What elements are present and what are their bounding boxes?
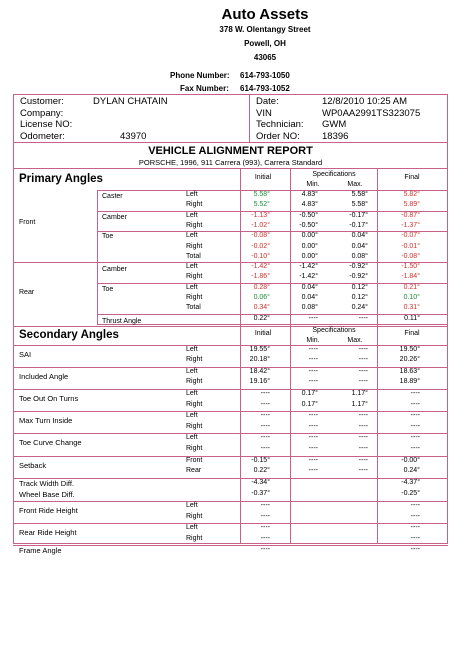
spec-max-value: 5.58°: [351, 201, 368, 209]
final-value: 19.50°: [399, 346, 420, 353]
row-side-label: Left: [186, 263, 198, 271]
row-side-label: Left: [186, 390, 198, 398]
col-final: Final: [404, 330, 420, 337]
final-value: ----: [410, 444, 420, 452]
final-value: 20.26°: [399, 356, 420, 364]
final-value: ----: [410, 400, 420, 408]
spec-min-value: 0.00°: [301, 232, 318, 240]
group-label: Toe Out On Turns: [19, 394, 79, 404]
spec-max-value: ----: [358, 444, 368, 452]
row-side-label: Left: [186, 283, 198, 291]
initial-value: -1.42°: [251, 263, 270, 271]
spec-max-value: 1.17°: [351, 390, 368, 398]
initial-value: 20.18°: [249, 356, 270, 364]
spec-max-value: ----: [358, 378, 368, 386]
initial-value: -0.15°: [251, 456, 270, 464]
group-label: Rear Ride Height: [19, 528, 77, 538]
final-value: ----: [410, 512, 420, 520]
shop-name: Auto Assets: [221, 6, 309, 23]
initial-value: -0.10°: [251, 252, 270, 260]
date-label: Date:: [256, 96, 279, 107]
spec-min-value: ----: [308, 444, 318, 452]
row-side-label: Right: [186, 356, 203, 364]
toe-label: Toe: [102, 233, 114, 240]
date-value: 12/8/2010 10:25 AM: [322, 96, 408, 107]
spec-min-value: -0.50°: [299, 221, 318, 229]
vin-label: VIN: [256, 108, 272, 119]
col-initial: Initial: [254, 330, 272, 337]
initial-value: -1.86°: [251, 273, 270, 281]
row-side-label: Total: [186, 252, 201, 260]
group-label: SAI: [19, 350, 32, 359]
row-divider: [13, 262, 97, 263]
final-value: 0.24°: [403, 466, 420, 474]
spec-min-value: 0.00°: [301, 252, 318, 260]
spec-min-value: 0.04°: [301, 283, 318, 291]
row-side-label: Rear: [186, 466, 202, 474]
spec-min-value: 4.83°: [301, 201, 318, 209]
spec-min-value: -1.42°: [299, 263, 318, 271]
column-divider: [377, 326, 378, 544]
spec-max-value: ----: [358, 356, 368, 364]
spec-max-value: ----: [358, 412, 368, 420]
shop-city: Powell, OH: [244, 39, 286, 48]
row-side-label: Right: [186, 400, 203, 408]
row-side-label: Left: [186, 232, 198, 240]
spec-max-value: -0.92°: [349, 273, 368, 281]
row-side-label: Left: [186, 346, 198, 353]
col-specifications: Specifications: [312, 327, 356, 334]
odometer-label: Odometer:: [20, 131, 65, 142]
final-value: 0.10°: [403, 294, 420, 301]
spec-max-value: ----: [358, 466, 368, 474]
final-value: ----: [410, 390, 420, 398]
spec-max-value: 0.12°: [351, 283, 368, 291]
spec-max-value: 0.24°: [351, 304, 368, 312]
final-value: 18.89°: [399, 378, 420, 386]
group-label: Included Angle: [19, 372, 69, 382]
final-value: -0.01°: [401, 242, 420, 250]
initial-value: -1.02°: [251, 221, 270, 229]
group-label: Front Ride Height: [19, 506, 78, 516]
spec-max-value: ----: [358, 368, 368, 376]
final-value: -0.08°: [401, 252, 420, 260]
row-divider: [97, 324, 448, 325]
initial-value: 5.58°: [253, 191, 270, 198]
spec-min-value: 4.83°: [301, 191, 318, 198]
primary-angles-title: Primary Angles: [19, 173, 103, 185]
spec-min-value: ----: [308, 356, 318, 364]
spec-max-value: 1.17°: [351, 400, 368, 408]
spec-min-value: 0.08°: [301, 304, 318, 312]
final-value: 0.31°: [403, 304, 420, 312]
final-value: -1.37°: [401, 221, 420, 229]
initial-value: 0.06°: [253, 294, 270, 301]
technician-label: Technician:: [256, 119, 304, 130]
spec-min-value: ----: [308, 434, 318, 442]
initial-value: 18.42°: [249, 368, 270, 376]
divider: [13, 326, 448, 327]
row-side-label: Right: [186, 201, 203, 209]
final-value: -0.87°: [401, 211, 420, 219]
initial-value: ----: [260, 390, 270, 398]
initial-value: -0.02°: [251, 242, 270, 250]
final-value: ----: [410, 412, 420, 420]
row-side-label: Front: [186, 456, 203, 464]
initial-value: ----: [260, 434, 270, 442]
company-label: Company:: [20, 108, 64, 119]
spec-min-value: 0.17°: [301, 390, 318, 398]
shop-street: 378 W. Olentangy Street: [219, 25, 311, 34]
col-min: Min.: [306, 181, 320, 188]
row-side-label: Right: [186, 512, 203, 520]
license-label: License NO:: [20, 119, 73, 130]
final-value: ----: [410, 546, 420, 554]
col-specifications: Specifications: [312, 171, 356, 178]
spec-max-value: -0.17°: [349, 211, 368, 219]
spec-min-value: -0.50°: [299, 211, 318, 219]
spec-max-value: 5.58°: [351, 191, 368, 198]
spec-max-value: ----: [358, 314, 368, 322]
final-value: -1.84°: [401, 273, 420, 281]
initial-value: ----: [260, 512, 270, 520]
initial-value: ----: [260, 422, 270, 430]
group-label: Max Turn Inside: [19, 416, 73, 426]
row-side-label: Right: [186, 242, 203, 250]
row-side-label: Right: [186, 273, 203, 281]
final-value: ----: [410, 502, 420, 510]
final-value: ----: [410, 534, 420, 542]
group-label: Setback: [19, 460, 47, 470]
spec-max-value: 0.04°: [351, 232, 368, 240]
initial-value: ----: [260, 412, 270, 420]
row-side-label: Right: [186, 422, 203, 430]
spec-max-value: 0.08°: [351, 252, 368, 260]
spec-min-value: ----: [308, 368, 318, 376]
row-side-label: Right: [186, 294, 203, 301]
odometer-value: 43970: [120, 131, 147, 142]
final-value: -1.50°: [401, 263, 420, 271]
spec-min-value: ----: [308, 346, 318, 353]
camber-label: Camber: [102, 266, 127, 273]
column-divider: [377, 168, 378, 326]
final-value: 5.82°: [403, 191, 420, 198]
fax-label: Fax Number:: [180, 84, 229, 93]
divider: [13, 168, 448, 169]
row-side-label: Right: [186, 378, 203, 386]
initial-value: ----: [260, 534, 270, 542]
phone-value: 614-793-1050: [240, 71, 290, 80]
final-value: ----: [410, 434, 420, 442]
initial-value: 0.22°: [253, 314, 270, 322]
group-label: Frame Angle: [19, 546, 62, 556]
initial-value: 0.22°: [253, 466, 270, 474]
spec-min-value: 0.17°: [301, 400, 318, 408]
col-min: Min.: [306, 337, 320, 344]
toe-label: Toe: [102, 286, 114, 293]
technician-value: GWM: [322, 119, 347, 130]
col-max: Max.: [347, 181, 363, 188]
final-value: 18.63°: [399, 368, 420, 376]
final-value: 0.11°: [404, 314, 420, 322]
final-value: -0.25°: [401, 490, 420, 498]
row-side-label: Left: [186, 211, 198, 219]
row-side-label: Left: [186, 502, 198, 510]
initial-value: -1.13°: [251, 211, 270, 219]
col-initial: Initial: [254, 174, 272, 181]
report-title: VEHICLE ALIGNMENT REPORT: [148, 145, 313, 157]
spec-min-value: ----: [308, 466, 318, 474]
spec-min-value: ----: [308, 412, 318, 420]
phone-label: Phone Number:: [170, 71, 230, 80]
rear-label: Rear: [19, 289, 35, 296]
initial-value: 0.34°: [253, 304, 270, 312]
initial-value: 0.28°: [253, 283, 270, 291]
initial-value: 5.52°: [253, 201, 270, 209]
spec-max-value: ----: [358, 456, 368, 464]
spec-min-value: ----: [308, 456, 318, 464]
fax-value: 614-793-1052: [240, 84, 290, 93]
spec-min-value: 0.04°: [301, 294, 318, 301]
vehicle-description: PORSCHE, 1996, 911 Carrera (993), Carrera Standard: [138, 158, 323, 167]
shop-zip: 43065: [253, 53, 277, 62]
final-value: 5.89°: [403, 201, 420, 209]
row-side-label: Left: [186, 524, 198, 532]
final-value: ----: [410, 524, 420, 532]
group-label: Track Width Diff.: [19, 478, 75, 488]
group-label: Toe Curve Change: [19, 438, 82, 448]
info-divider: [249, 94, 250, 142]
initial-value: -4.34°: [251, 478, 270, 486]
customer-value: DYLAN CHATAIN: [93, 96, 168, 107]
initial-value: ----: [260, 546, 270, 554]
initial-value: ----: [260, 444, 270, 452]
thrust-angle-label: Thrust Angle: [102, 318, 142, 325]
spec-max-value: 0.04°: [351, 242, 368, 250]
spec-min-value: 0.00°: [301, 242, 318, 250]
spec-min-value: ----: [308, 422, 318, 430]
spec-max-value: ----: [358, 346, 368, 353]
row-side-label: Right: [186, 444, 203, 452]
spec-min-value: -1.42°: [299, 273, 318, 281]
row-side-label: Right: [186, 534, 203, 542]
initial-value: -0.08°: [251, 232, 270, 240]
front-label: Front: [19, 219, 36, 226]
col-final: Final: [404, 174, 420, 181]
row-side-label: Right: [186, 221, 203, 229]
spec-min-value: ----: [308, 314, 318, 322]
initial-value: 19.16°: [249, 378, 270, 386]
order-label: Order NO:: [256, 131, 300, 142]
initial-value: -0.37°: [251, 490, 270, 498]
row-side-label: Left: [186, 434, 198, 442]
vin-value: WP0AA2991TS323075: [322, 108, 421, 119]
secondary-angles-title: Secondary Angles: [19, 329, 119, 341]
col-max: Max.: [347, 337, 363, 344]
row-side-label: Left: [186, 412, 198, 420]
group-label: Wheel Base Diff.: [19, 490, 75, 500]
order-value: 18396: [322, 131, 349, 142]
final-value: 0.21°: [403, 283, 420, 291]
initial-value: ----: [260, 400, 270, 408]
customer-label: Customer:: [20, 96, 64, 107]
final-value: -0.00°: [401, 456, 420, 464]
camber-label: Camber: [102, 214, 127, 221]
divider: [13, 142, 448, 143]
spec-max-value: ----: [358, 434, 368, 442]
caster-label: Caster: [102, 193, 123, 200]
final-value: ----: [410, 422, 420, 430]
spec-max-value: -0.17°: [349, 221, 368, 229]
spec-min-value: ----: [308, 378, 318, 386]
final-value: -4.37°: [401, 478, 420, 486]
row-side-label: Total: [186, 304, 201, 312]
initial-value: ----: [260, 502, 270, 510]
spec-max-value: -0.92°: [349, 263, 368, 271]
row-side-label: Left: [186, 368, 198, 376]
spec-max-value: ----: [358, 422, 368, 430]
initial-value: ----: [260, 524, 270, 532]
row-side-label: Left: [186, 191, 198, 198]
final-value: -0.07°: [401, 232, 420, 240]
spec-max-value: 0.12°: [351, 294, 368, 301]
initial-value: 19.55°: [249, 346, 270, 353]
